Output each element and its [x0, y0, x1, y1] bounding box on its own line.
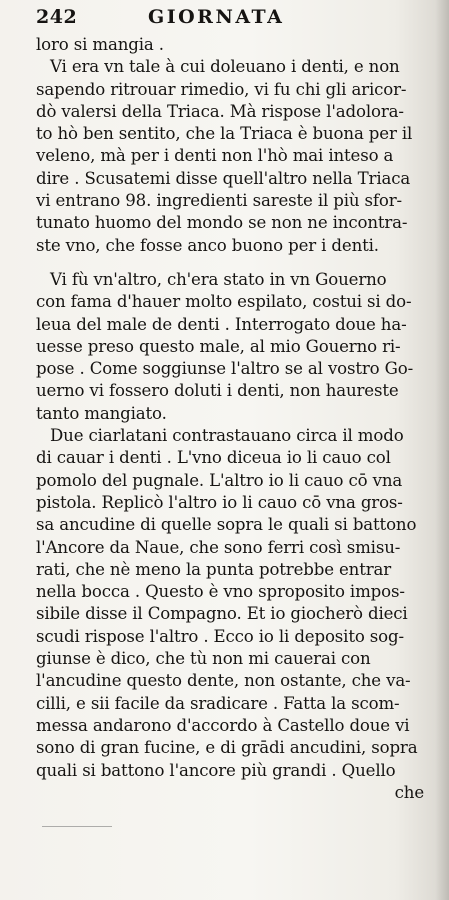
text-line: vi entrano 98. ingredienti sareste il più sfor- [36, 191, 402, 211]
text-line: rati, che nè meno la punta potrebbe entrar [36, 559, 392, 579]
text-line: Due ciarlatani contrastauano circa il modo [50, 426, 404, 446]
footer-rule [42, 826, 112, 827]
running-head: GIORNATA [148, 6, 285, 28]
text-line: tanto mangiato. [36, 403, 167, 423]
text-line: messa andarono d'accordo à Castello doue vi [36, 715, 410, 735]
text-line: l'Ancore da Naue, che sono ferri così smisu- [36, 537, 401, 557]
text-line: to hò ben sentito, che la Triaca è buona per il [36, 124, 413, 144]
text-line: con fama d'hauer molto espilato, costui si do- [36, 292, 412, 312]
text-line: l'ancudine questo dente, non ostante, che va- [36, 671, 411, 691]
catchword: che [394, 782, 424, 802]
text-line: sono di gran fucine, e di grādi ancudini, sopra [36, 738, 418, 758]
page-edge-shadow [435, 0, 449, 900]
text-line: sapendo ritrouar rimedio, vi fu chi gli aricor- [36, 79, 407, 99]
text-line: ste vno, che fosse anco buono per i denti. [36, 235, 379, 255]
text-line: veleno, mà per i denti non l'hò mai inteso a [36, 146, 394, 166]
text-line: sibile disse il Compagno. Et io giocherò dieci [36, 604, 408, 624]
text-line: uerno vi fossero doluti i denti, non haureste [36, 381, 399, 401]
text-line: quali si battono l'ancore più grandi . Quello [36, 760, 396, 780]
text-line: nella bocca . Questo è vno sproposito impos- [36, 582, 405, 602]
page-number: 242 [36, 6, 78, 28]
text-line: dò valersi della Triaca. Mà rispose l'adolora- [36, 101, 404, 121]
text-line: cilli, e sii facile da sradicare . Fatta la scom- [36, 693, 400, 713]
page-header [36, 6, 426, 32]
text-line: uesse preso questo male, al mio Gouerno ri- [36, 336, 401, 356]
text-line: pistola. Replicò l'altro io li cauo cō vna gros- [36, 492, 403, 512]
text-line: tunato huomo del mondo se non ne incontra- [36, 213, 408, 233]
text-line: scudi rispose l'altro . Ecco io li deposito sog- [36, 626, 404, 646]
text-line: Vi era vn tale à cui doleuano i denti, e non [50, 57, 400, 77]
text-line: pomolo del pugnale. L'altro io li cauo cō vna [36, 470, 403, 490]
body-text [36, 34, 428, 804]
text-line: giunse è dico, che tù non mi cauerai con [36, 649, 371, 669]
text-line: pose . Come soggiunse l'altro se al vostro Go- [36, 359, 414, 379]
paragraph-gap [36, 257, 428, 269]
text-line: sa ancudine di quelle sopra le quali si battono [36, 515, 417, 535]
text-line: di cauar i denti . L'vno diceua io li cauo col [36, 448, 391, 468]
text-line: Vi fù vn'altro, ch'era stato in vn Gouerno [50, 269, 387, 289]
text-line: loro si mangia . [36, 35, 164, 54]
text-line: leua del male de denti . Interrogato doue ha- [36, 314, 407, 334]
text-line: dire . Scusatemi disse quell'altro nella Triaca [36, 168, 411, 188]
